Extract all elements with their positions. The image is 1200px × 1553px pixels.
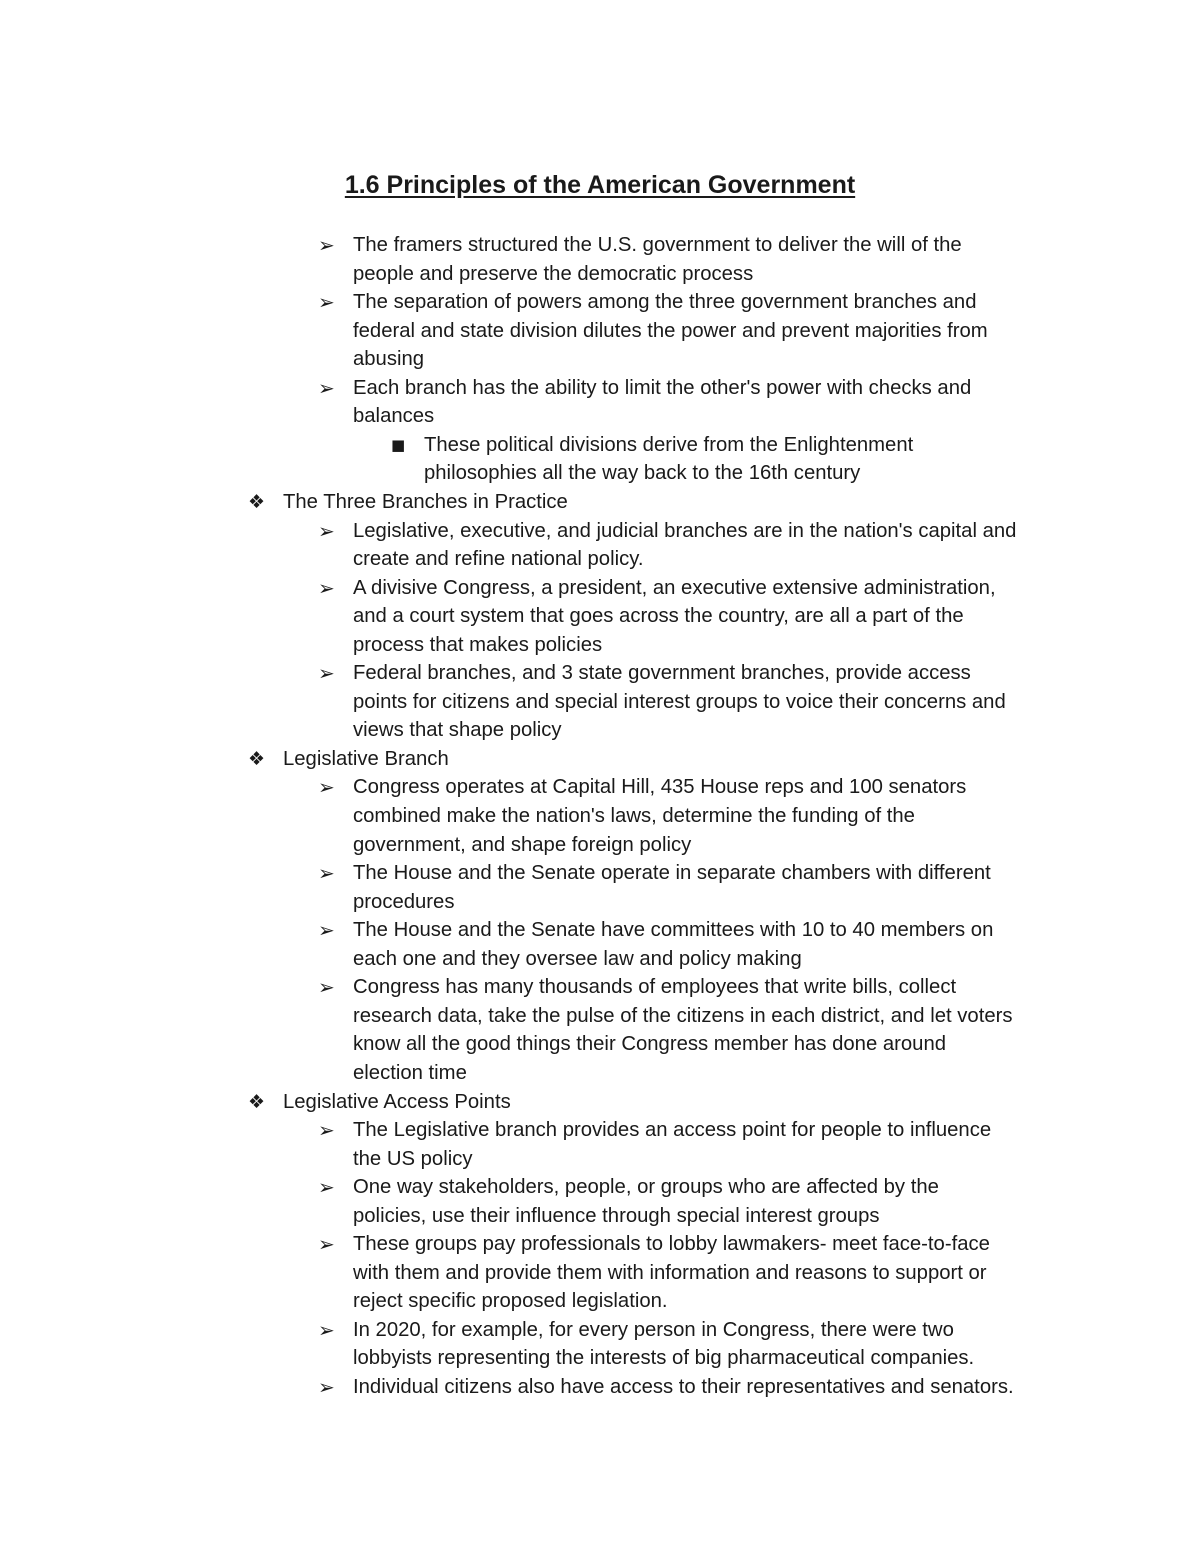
- list-item-text-line: Individual citizens also have access to their representatives and senators.: [353, 1376, 1014, 1398]
- list-item-text-line: research data, take the pulse of the citizens in each district, and let voters: [353, 1004, 1013, 1027]
- arrow-bullet-icon: ➢: [318, 1232, 335, 1257]
- list-item-text-line: abusing: [353, 348, 425, 371]
- arrow-bullet-icon: ➢: [318, 975, 335, 1000]
- list-item-text-line: A divisive Congress, a president, an executive extensive administration,: [353, 576, 996, 599]
- list-item-text-line: The House and the Senate have committees with 10 to 40 members on: [353, 919, 994, 942]
- square-bullet-icon: ■: [391, 435, 406, 454]
- list-item-text-line: Each branch has the ability to limit the other's power with checks and: [353, 376, 972, 399]
- list-item-text-line: create and refine national policy.: [353, 548, 644, 571]
- page-title: 1.6 Principles of the American Government: [344, 171, 856, 199]
- arrow-bullet-icon: ➢: [318, 575, 335, 600]
- arrow-bullet-icon: ➢: [318, 375, 335, 400]
- arrow-bullet-icon: ➢: [318, 661, 335, 686]
- diamond-bullet-icon: ❖: [248, 490, 266, 513]
- arrow-bullet-icon: ➢: [318, 233, 335, 257]
- list-item-text-line: In 2020, for example, for every person in Congress, there were two: [353, 1318, 954, 1341]
- list-item-text-line: procedures: [353, 890, 455, 913]
- list-item-text-line: The framers structured the U.S. government to deliver the will of the: [353, 234, 962, 256]
- diamond-bullet-icon: ❖: [248, 747, 266, 770]
- list-item-text-line: Congress has many thousands of employees that write bills, collect: [353, 976, 957, 999]
- list-item-text-line: balances: [353, 405, 435, 428]
- arrow-bullet-icon: ➢: [318, 861, 335, 886]
- list-item-text-line: The Three Branches in Practice: [283, 490, 568, 513]
- list-item-text-line: reject specific proposed legislation.: [353, 1290, 668, 1313]
- arrow-bullet-icon: ➢: [318, 290, 335, 315]
- list-item-text-line: Legislative, executive, and judicial branches are in the nation's capital and: [353, 519, 1017, 542]
- list-item-text-line: philosophies all the way back to the 16th century: [424, 462, 861, 485]
- list-item-text-line: views that shape policy: [353, 719, 562, 742]
- list-item-text-line: government, and shape foreign policy: [353, 833, 692, 856]
- arrow-bullet-icon: ➢: [318, 1317, 335, 1342]
- list-item-text-line: policies, use their influence through special interest groups: [353, 1204, 880, 1227]
- list-item-text-line: These political divisions derive from the Enlightenment: [424, 433, 914, 456]
- arrow-bullet-icon: ➢: [318, 918, 335, 943]
- list-item-text-line: Legislative Branch: [283, 747, 449, 770]
- list-item-text-line: each one and they oversee law and policy making: [353, 947, 802, 970]
- list-item-text-line: combined make the nation's laws, determine the funding of the: [353, 805, 915, 827]
- list-item-text-line: and a court system that goes across the country, are all a part of the: [353, 605, 964, 628]
- list-item-text-line: know all the good things their Congress member has done around: [353, 1033, 947, 1056]
- list-item-text-line: lobbyists representing the interests of big pharmaceutical companies.: [353, 1347, 975, 1370]
- diamond-bullet-icon: ❖: [248, 1090, 266, 1113]
- list-item-text-line: Federal branches, and 3 state government branches, provide access: [353, 662, 971, 685]
- arrow-bullet-icon: ➢: [318, 518, 335, 543]
- list-item-text-line: Congress operates at Capital Hill, 435 House reps and 100 senators: [353, 776, 967, 799]
- list-item-text-line: the US policy: [353, 1147, 473, 1170]
- list-item-text-line: federal and state division dilutes the power and prevent majorities from: [353, 319, 988, 342]
- list-item-text-line: with them and provide them with information and reasons to support or: [353, 1261, 987, 1284]
- list-item-text-line: One way stakeholders, people, or groups who are affected by the: [353, 1176, 939, 1199]
- list-item-text-line: The separation of powers among the three government branches and: [353, 291, 977, 314]
- list-item-text-line: points for citizens and special interest groups to voice their concerns and: [353, 690, 1006, 713]
- arrow-bullet-icon: ➢: [318, 775, 335, 800]
- list-item-text-line: people and preserve the democratic process: [353, 262, 754, 285]
- list-item-text-line: Legislative Access Points: [283, 1090, 511, 1113]
- arrow-bullet-icon: ➢: [318, 1118, 335, 1143]
- list-item-text-line: These groups pay professionals to lobby lawmakers- meet face-to-face: [353, 1233, 990, 1256]
- list-item-text-line: The House and the Senate operate in separate chambers with different: [353, 862, 991, 885]
- list-item-text-line: process that makes policies: [353, 633, 603, 656]
- list-item-text-line: The Legislative branch provides an access point for people to influence: [353, 1119, 992, 1142]
- arrow-bullet-icon: ➢: [318, 1375, 335, 1399]
- list-item-text-line: election time: [353, 1061, 467, 1084]
- arrow-bullet-icon: ➢: [318, 1175, 335, 1200]
